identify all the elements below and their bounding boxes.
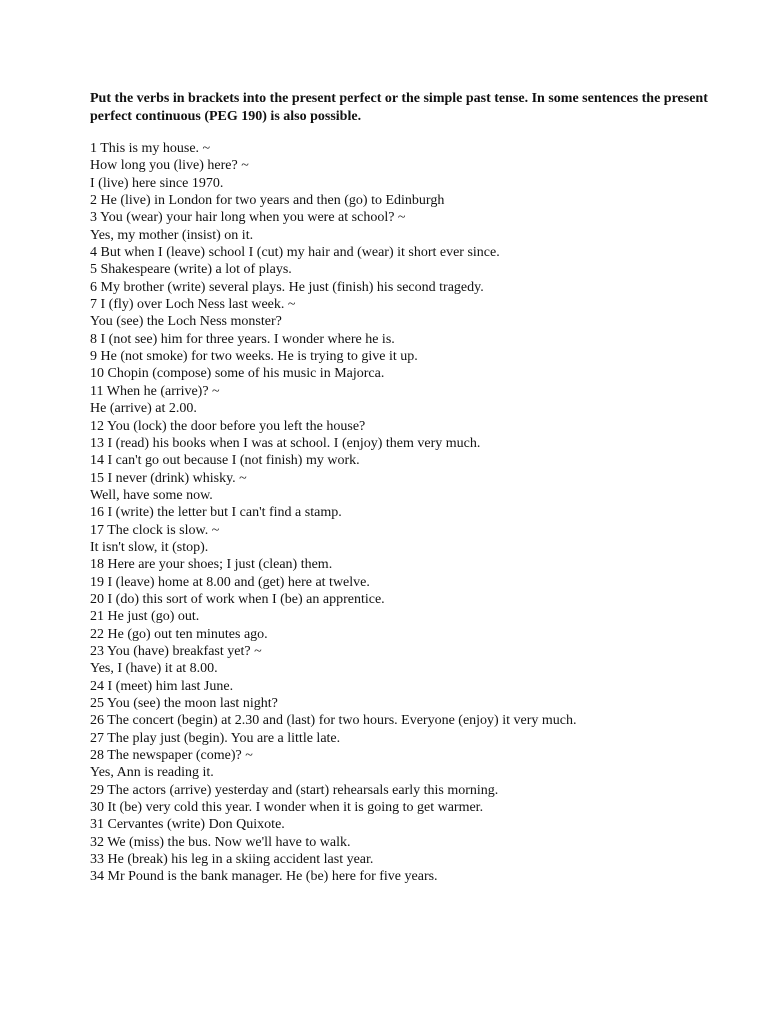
exercise-line: 8 I (not see) him for three years. I wonder where he is. bbox=[90, 331, 395, 347]
exercise-line: 14 I can't go out because I (not finish) my work. bbox=[90, 453, 360, 469]
exercise-line: 25 You (see) the moon last night? bbox=[90, 696, 278, 711]
exercise-line: 11 When he (arrive)? ~ bbox=[90, 383, 220, 399]
exercise-line: 20 I (do) this sort of work when I (be) an apprentice. bbox=[90, 591, 385, 607]
exercise-line: 3 You (wear) your hair long when you were at school? ~ bbox=[90, 210, 406, 226]
exercise-line: 24 I (meet) him last June. bbox=[90, 678, 234, 694]
exercise-line: 15 I never (drink) whisky. ~ bbox=[90, 470, 247, 486]
exercise-line: 2 He (live) in London for two years and then (go) to Edinburgh bbox=[90, 193, 445, 209]
exercise-line: 18 Here are your shoes; I just (clean) them. bbox=[90, 557, 333, 573]
exercise-instructions: Put the verbs in brackets into the present perfect or the simple past tense. In some sentences the present perfect continuous (PEG 190) is also possible. bbox=[90, 91, 708, 124]
exercise-line: 5 Shakespeare (write) a lot of plays. bbox=[90, 262, 292, 278]
exercise-lines bbox=[90, 140, 730, 886]
exercise-line: 27 The play just (begin). You are a little late. bbox=[90, 730, 341, 746]
exercise-line: 28 The newspaper (come)? ~ bbox=[90, 748, 253, 764]
exercise-line: It isn't slow, it (stop). bbox=[90, 539, 209, 555]
worksheet-page bbox=[90, 90, 730, 886]
exercise-line: 19 I (leave) home at 8.00 and (get) here at twelve. bbox=[90, 574, 370, 590]
exercise-line: I (live) here since 1970. bbox=[90, 175, 224, 191]
exercise-line: 23 You (have) breakfast yet? ~ bbox=[90, 643, 262, 659]
exercise-line: Yes, my mother (insist) on it. bbox=[90, 227, 254, 243]
exercise-line: 32 We (miss) the bus. Now we'll have to walk. bbox=[90, 834, 351, 850]
exercise-line: 31 Cervantes (write) Don Quixote. bbox=[90, 817, 285, 833]
exercise-line: 13 I (read) his books when I was at school. I (enjoy) them very much. bbox=[90, 435, 481, 451]
exercise-line: How long you (live) here? ~ bbox=[90, 158, 249, 174]
exercise-line: 12 You (lock) the door before you left the house? bbox=[90, 418, 366, 434]
exercise-line: You (see) the Loch Ness monster? bbox=[90, 314, 282, 330]
exercise-line: 22 He (go) out ten minutes ago. bbox=[90, 626, 268, 642]
exercise-line: 1 This is my house. ~ bbox=[90, 141, 211, 156]
exercise-line: 26 The concert (begin) at 2.30 and (last) for two hours. Everyone (enjoy) it very much. bbox=[90, 713, 577, 729]
exercise-line: 7 I (fly) over Loch Ness last week. ~ bbox=[90, 297, 296, 313]
exercise-line: 21 He just (go) out. bbox=[90, 609, 200, 625]
exercise-line: 30 It (be) very cold this year. I wonder when it is going to get warmer. bbox=[90, 800, 484, 816]
exercise-line: 17 The clock is slow. ~ bbox=[90, 522, 220, 538]
exercise-line: 29 The actors (arrive) yesterday and (start) rehearsals early this morning. bbox=[90, 782, 499, 798]
exercise-line: He (arrive) at 2.00. bbox=[90, 401, 197, 417]
exercise-line: Yes, Ann is reading it. bbox=[90, 765, 214, 781]
exercise-line: 10 Chopin (compose) some of his music in Majorca. bbox=[90, 366, 385, 382]
exercise-line: Well, have some now. bbox=[90, 487, 213, 503]
exercise-line: 6 My brother (write) several plays. He just (finish) his second tragedy. bbox=[90, 279, 484, 295]
exercise-line: 4 But when I (leave) school I (cut) my hair and (wear) it short ever since. bbox=[90, 245, 500, 261]
exercise-line: 9 He (not smoke) for two weeks. He is trying to give it up. bbox=[90, 349, 418, 365]
exercise-line: 33 He (break) his leg in a skiing accident last year. bbox=[90, 852, 374, 868]
exercise-line: Yes, I (have) it at 8.00. bbox=[90, 661, 218, 677]
exercise-line: 34 Mr Pound is the bank manager. He (be) here for five years. bbox=[90, 869, 438, 885]
exercise-line: 16 I (write) the letter but I can't find a stamp. bbox=[90, 505, 342, 521]
